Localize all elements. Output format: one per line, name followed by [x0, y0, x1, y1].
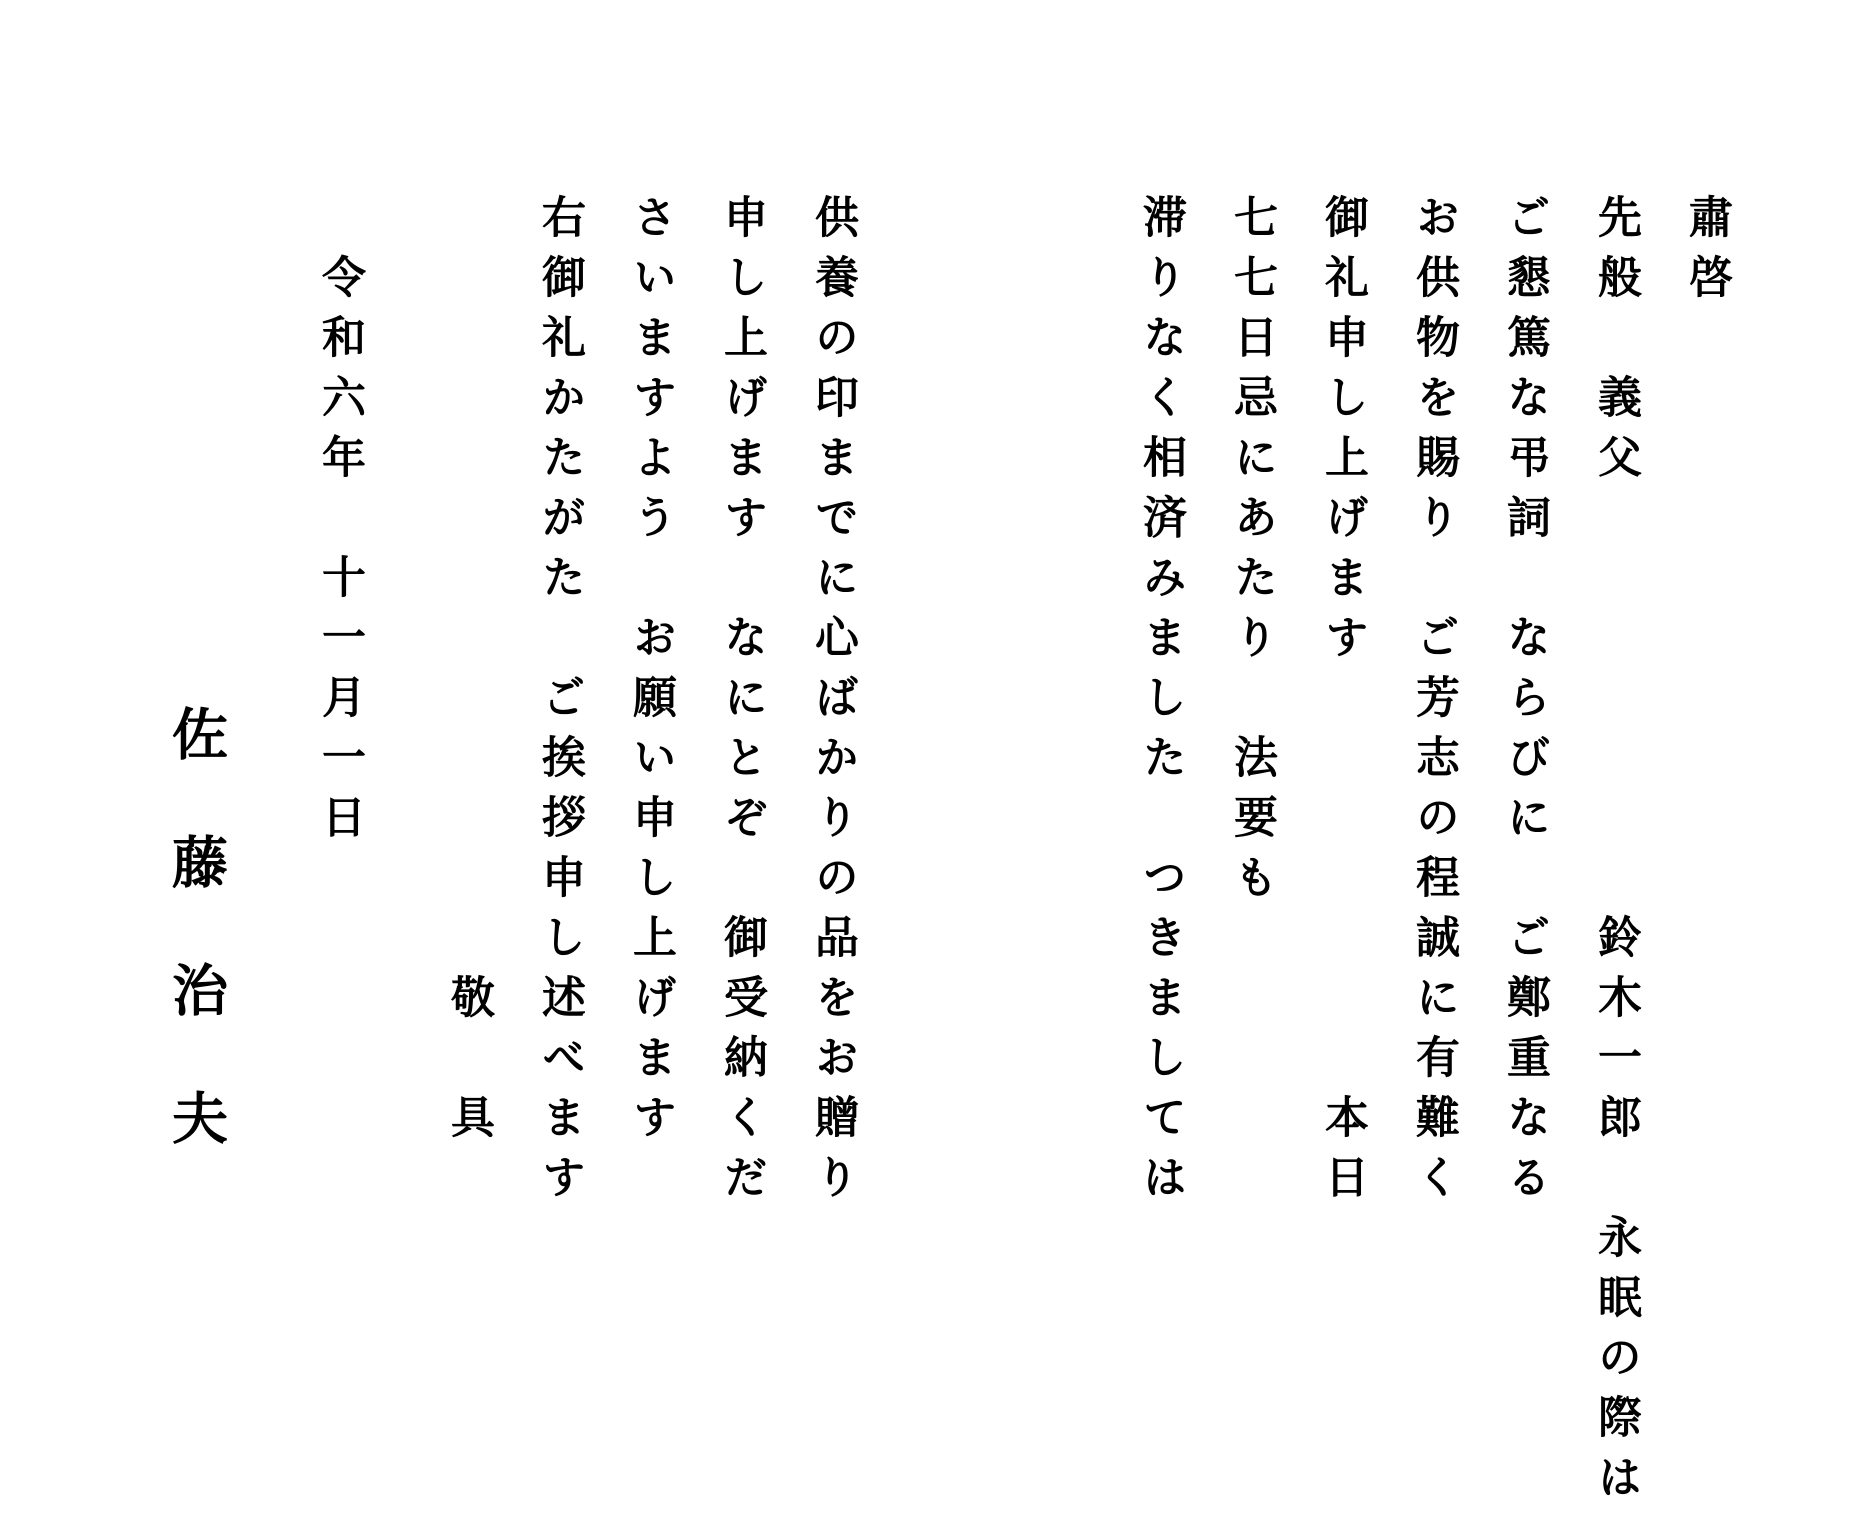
salutation-column: 肅啓 — [1681, 194, 1732, 314]
body-column-7: 滞りなく相済みました つきましては — [1135, 194, 1186, 1214]
body-column-4: お供物を賜り ご芳志の程誠に有難く — [1408, 194, 1459, 1214]
body-column-5: 御礼申し上げます 本日 — [1317, 194, 1368, 1214]
body-column-2: 鈴木一郎 永眠の際は — [1590, 554, 1641, 1514]
date-column: 令和六年 十一月一日 — [314, 254, 365, 854]
body-column-11: 右御礼かたがた ご挨拶申し述べます — [534, 194, 585, 1214]
closing-keigu: 敬 具 — [443, 194, 494, 1154]
sender-name: 佐藤治夫 — [163, 705, 229, 1217]
body-column-1: 先般 義父 — [1590, 194, 1641, 494]
body-column-9: 申し上げます なにとぞ 御受納くだ — [716, 194, 767, 1214]
body-column-6: 七七日忌にあたり 法要も — [1226, 194, 1277, 914]
body-column-3: ご懇篤な弔詞 ならびに ご鄭重なる — [1499, 194, 1550, 1214]
body-column-8: 供養の印までに心ばかりの品をお贈り — [807, 194, 858, 1214]
body-column-10: さいますよう お願い申し上げます — [625, 194, 676, 1154]
